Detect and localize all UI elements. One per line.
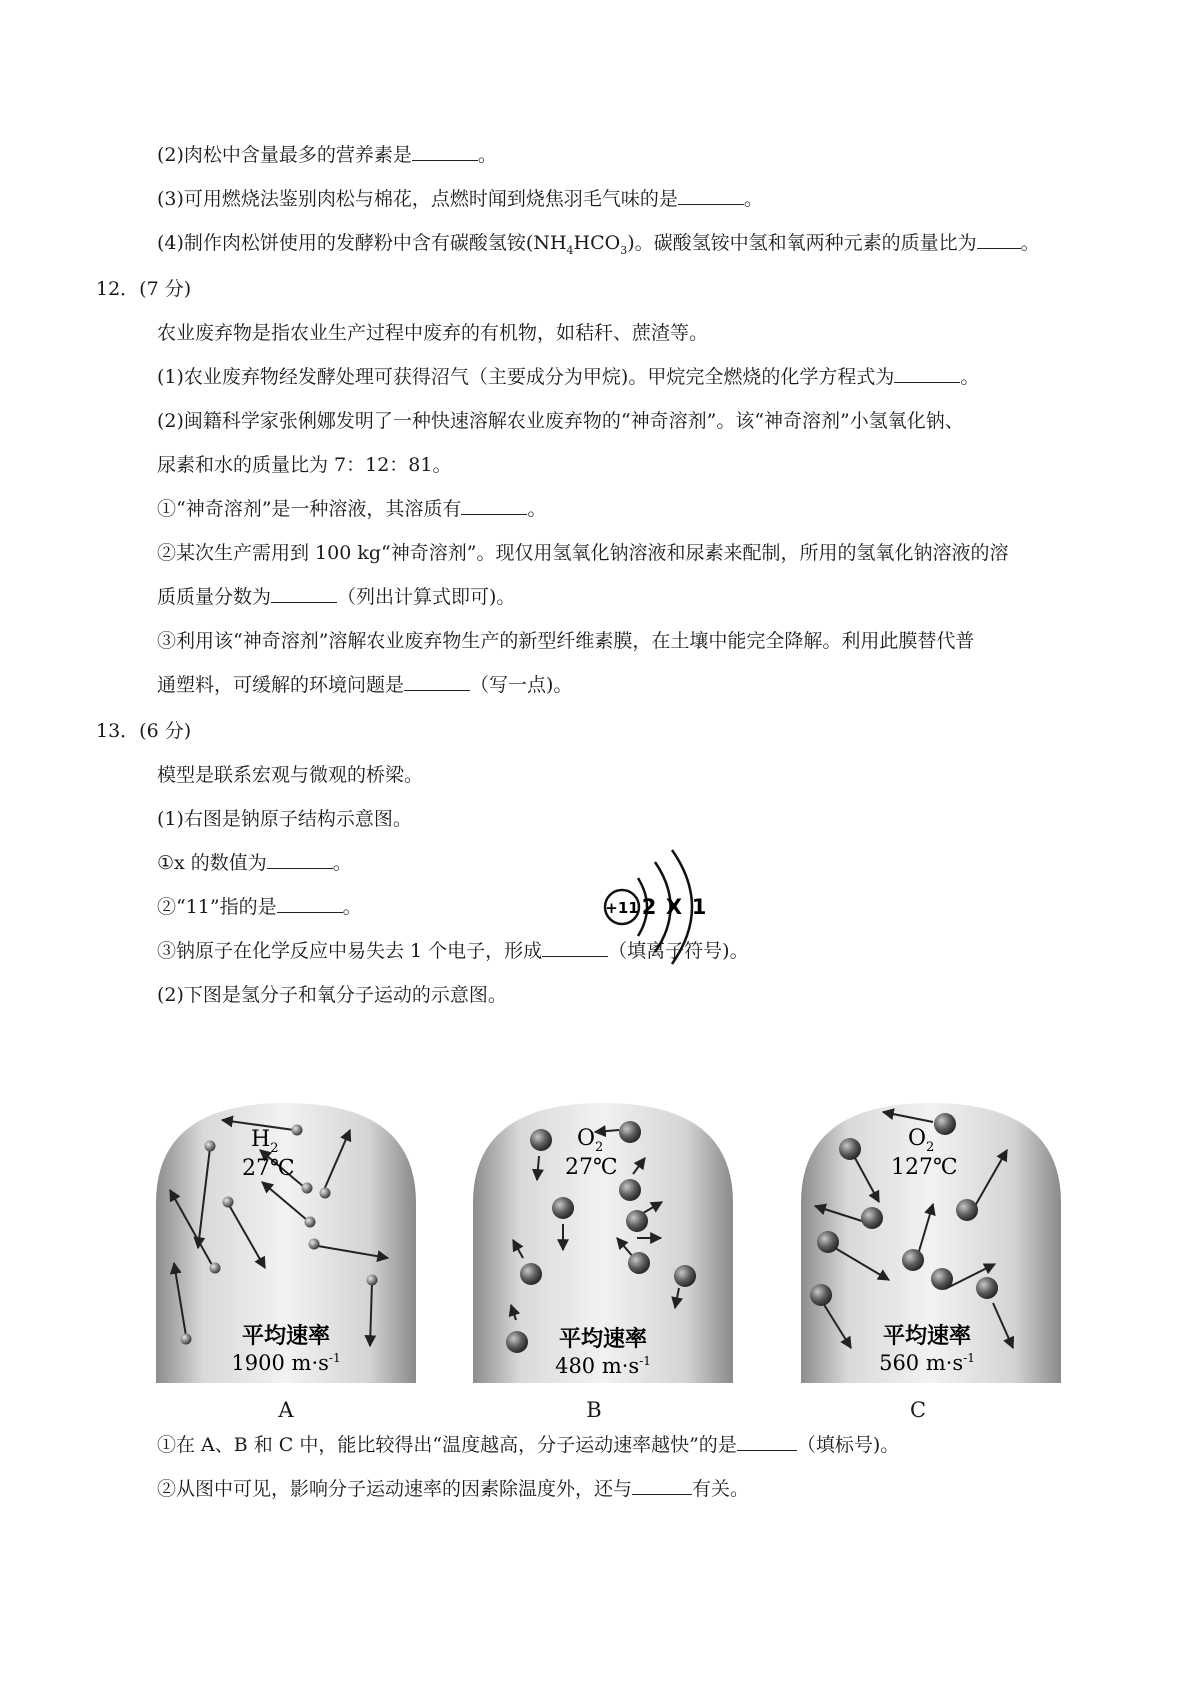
answer-blank[interactable]: [894, 364, 960, 383]
answer-blank[interactable]: [277, 894, 343, 913]
q12-part1: [157, 364, 979, 390]
q12-part2-line1: (2)闽籍科学家张俐娜发明了一种快速溶解农业废弃物的“神奇溶剂”。该“神奇溶剂”小氢氧化钠、: [157, 410, 964, 432]
answer-blank[interactable]: [542, 938, 608, 957]
q12-part1-text: (1)农业废弃物经发酵处理可获得沼气（主要成分为甲烷)。甲烷完全燃烧的化学方程式为: [157, 366, 895, 388]
q12-sub3-line2: [157, 672, 572, 698]
q11-part4-end: 。: [1020, 232, 1040, 254]
q13-number: 13．(6 分): [96, 720, 192, 742]
flask-figure-b: [467, 1098, 739, 1398]
q12-sub2-text-b: （列出计算式即可)。: [337, 586, 516, 608]
temperature-label: 27℃: [565, 1155, 618, 1180]
average-rate-value: 560 $m\cdot s^{-1}$: [879, 1351, 975, 1375]
average-rate-label: 平均速率: [558, 1327, 648, 1352]
q13-sub3-text-b: （填离子符号)。: [608, 940, 749, 962]
q11-part4-text-a: (4)制作肉松饼使用的发酵粉中含有碳酸氢铵(NH: [157, 232, 567, 254]
gas-formula: $H_2$: [251, 1127, 279, 1156]
figure-label-c: C: [909, 1398, 927, 1422]
q11-part2-end: 。: [477, 144, 497, 166]
flask-figure-c: [795, 1098, 1067, 1398]
shell-electron-count: 2: [641, 895, 657, 919]
q13-part2: (2)下图是氢分子和氧分子运动的示意图。: [157, 984, 507, 1006]
q13-sub2-text: ②“11”指的是: [157, 896, 277, 918]
gas-formula: $O_2$: [577, 1126, 604, 1155]
average-rate-label: 平均速率: [882, 1324, 972, 1349]
q13-figure-q2-text-a: ②从图中可见，影响分子运动速率的因素除温度外，还与: [157, 1478, 633, 1500]
q12-sub1-end: 。: [527, 498, 547, 520]
answer-blank[interactable]: [977, 230, 1021, 249]
q12-sub1-text: ①“神奇溶剂”是一种溶液，其溶质有: [157, 498, 462, 520]
temperature-label: 27℃: [242, 1156, 295, 1181]
subscript: 4: [566, 243, 574, 257]
q12-sub3-line1: ③利用该“神奇溶剂”溶解农业废弃物生产的新型纤维素膜，在土壤中能完全降解。利用此膜替代普: [157, 630, 975, 652]
q13-part1: (1)右图是钠原子结构示意图。: [157, 808, 412, 830]
q13-sub1-text: ①x 的数值为: [157, 852, 267, 874]
q13-figure-q1-text-a: ①在 A、B 和 C 中，能比较得出“温度越高，分子运动速率越快”的是: [157, 1434, 737, 1456]
sodium-atom-diagram: [600, 848, 720, 966]
answer-blank[interactable]: [678, 186, 744, 205]
q11-part4: [157, 230, 1040, 264]
answer-blank[interactable]: [412, 142, 478, 161]
q13-figure-q2: [157, 1476, 749, 1502]
q12-sub3-text-a: 通塑料，可缓解的环境问题是: [157, 674, 405, 696]
q13-sub2: [157, 894, 362, 920]
nucleus-charge: +11: [605, 899, 639, 917]
figure-label-b: B: [586, 1398, 602, 1422]
q13-sub1-end: 。: [332, 852, 352, 874]
q11-part3: [157, 186, 763, 212]
q12-sub1: [157, 496, 546, 522]
average-rate-label: 平均速率: [241, 1324, 331, 1349]
q12-part1-end: 。: [960, 366, 980, 388]
q11-part2: [157, 142, 497, 168]
answer-blank[interactable]: [404, 672, 470, 691]
q13-figure-q2-text-b: 有关。: [692, 1478, 750, 1500]
answer-blank[interactable]: [271, 584, 337, 603]
average-rate-value: 1900 $m\cdot s^{-1}$: [231, 1351, 341, 1375]
q13-intro: 模型是联系宏观与微观的桥梁。: [157, 764, 424, 786]
flask-figure-a: [150, 1098, 422, 1398]
q13-sub1: [157, 850, 352, 876]
q12-sub2-line2: [157, 584, 515, 610]
q11-part4-text-b: HCO: [573, 232, 621, 254]
q13-sub2-end: 。: [342, 896, 362, 918]
q11-part4-text-c: )。碳酸氢铵中氢和氧两种元素的质量比为: [627, 232, 977, 254]
gas-formula: $O_2$: [908, 1126, 935, 1155]
figure-label-a: A: [278, 1398, 294, 1422]
q12-number: 12．(7 分): [96, 278, 192, 300]
q13-figure-q1: [157, 1432, 899, 1458]
q12-sub3-text-b: （写一点)。: [470, 674, 573, 696]
q13-sub3-text-a: ③钠原子在化学反应中易失去 1 个电子，形成: [157, 940, 543, 962]
shell-electron-count: 1: [691, 895, 707, 919]
q11-part3-text: (3)可用燃烧法鉴别肉松与棉花，点燃时闻到烧焦羽毛气味的是: [157, 188, 678, 210]
q12-part2-line2: 尿素和水的质量比为 7：12：81。: [157, 454, 452, 476]
q11-part2-text: (2)肉松中含量最多的营养素是: [157, 144, 412, 166]
answer-blank[interactable]: [461, 496, 527, 515]
q11-part3-end: 。: [743, 188, 763, 210]
temperature-label: 127℃: [891, 1155, 958, 1180]
shell-electron-count: X: [665, 895, 683, 919]
q12-sub2-text-a: 质质量分数为: [157, 586, 272, 608]
subscript: 3: [620, 243, 628, 257]
average-rate-value: 480 $m\cdot s^{-1}$: [555, 1354, 651, 1378]
q12-intro: 农业废弃物是指农业生产过程中废弃的有机物，如秸秆、蔗渣等。: [157, 322, 709, 344]
q13-figure-q1-text-b: （填标号)。: [796, 1434, 900, 1456]
answer-blank[interactable]: [632, 1476, 692, 1495]
answer-blank[interactable]: [267, 850, 333, 869]
q12-sub2-line1: ②某次生产需用到 100 kg“神奇溶剂”。现仅用氢氧化钠溶液和尿素来配制，所用的氢氧化钠溶液的溶: [157, 542, 1009, 564]
answer-blank[interactable]: [737, 1432, 797, 1451]
